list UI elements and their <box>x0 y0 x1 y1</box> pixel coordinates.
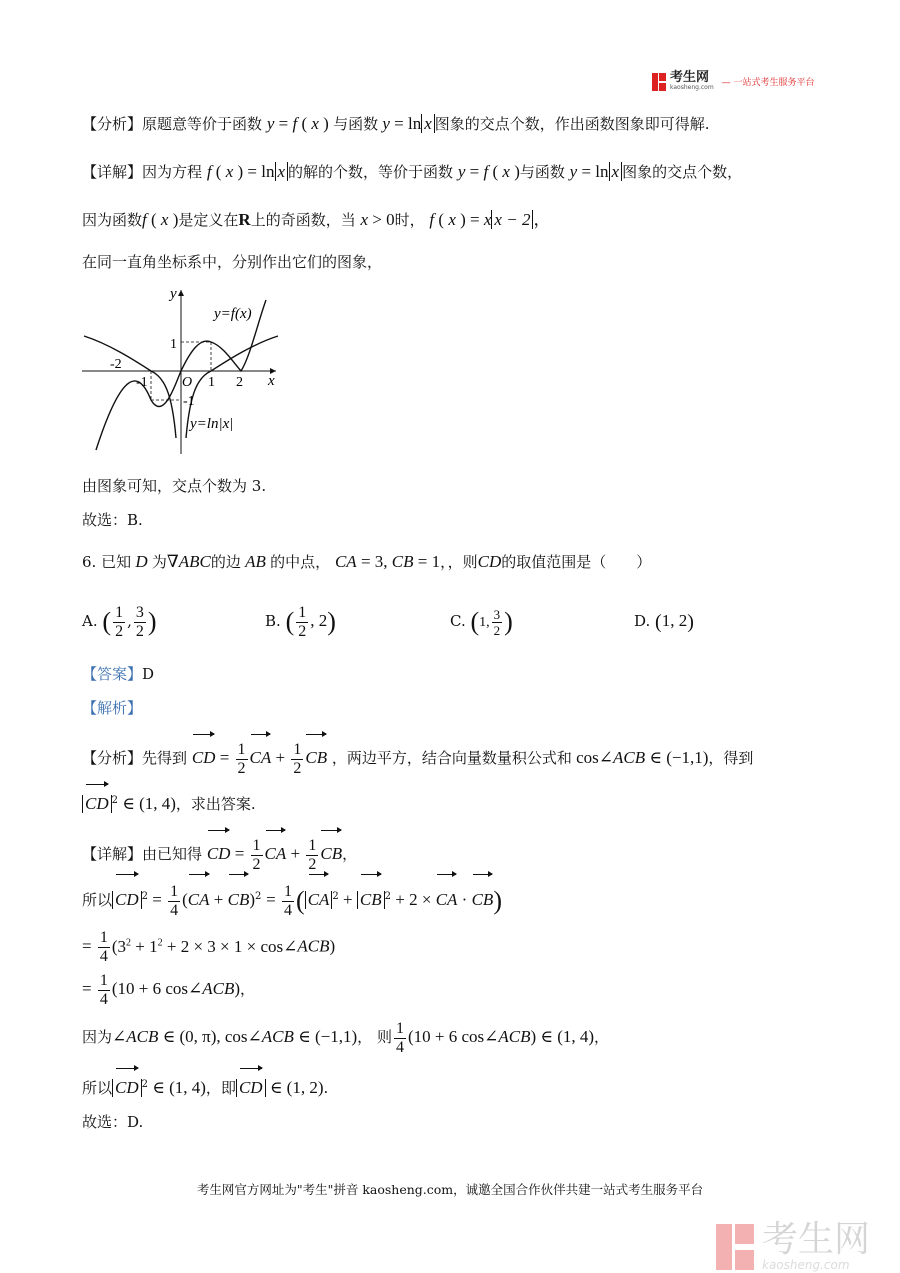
function-graph <box>78 282 288 460</box>
q6-detail-line-6: 所以 CD $^2$ ∈ (1, 4)，即 CD ∈ (1, 2). <box>82 1064 328 1100</box>
tick-p1: 1 <box>208 375 215 390</box>
watermark-logo-icon <box>716 1224 754 1270</box>
label-ln: y=ln|x| <box>190 416 234 432</box>
q6-option-d[interactable]: D. (1, 2) <box>634 611 694 633</box>
watermark-text: 考生网 <box>762 1219 871 1260</box>
origin-label: O <box>182 375 193 390</box>
y-axis-label: y <box>170 286 177 302</box>
q6-jiexi-tag: 【解析】 <box>82 699 143 717</box>
header-logo <box>652 72 815 91</box>
q6-answer: 【答案】D <box>82 665 155 683</box>
q5-detail-line-1: 【详解】因为方程 f ( x ) = ln x 的解的个数，等价于函数 y = f ( x )与函数 y = ln x 图象的交点个数， <box>82 162 743 181</box>
q6-option-b[interactable]: B. ( $\frac{1}{2}$ , 2) <box>265 603 336 640</box>
tick-y1: 1 <box>170 337 177 352</box>
q5-conclusion: 由图象可知，交点个数为 3. <box>82 477 267 495</box>
q6-detail-line-3: = $\frac{1}{4}$ ($3^2 + 1^2 + 2 \times 3 \times 1$ × cos∠ACB) <box>82 929 336 966</box>
q5-detail-line-3: 在同一直角坐标系中，分别作出它们的图象， <box>82 253 383 271</box>
brand-domain: kaosheng.com <box>670 84 714 91</box>
q6-choice: 故选：D. <box>82 1113 144 1131</box>
tick-m1: -1 <box>136 375 148 390</box>
label-f: y=f(x) <box>214 306 252 322</box>
brand-slogan: — 一站式考生服务平台 <box>721 78 815 88</box>
footer-text: 考生网官方网址为"考生"拼音 kaosheng.com，诚邀全国合作伙伴共建一站式考生服务平台 <box>196 1182 704 1197</box>
q6-analysis-line-1: 【分析】先得到 CD = $\frac{1}{2}$ CA + $\frac{1}{2}$ CB ，两边平方，结合向量数量积公式和 cos∠ACB ∈ (−1,1)，得到 <box>82 730 753 774</box>
curve-ln-left <box>84 336 176 438</box>
q6-option-c[interactable]: C. (1, $\frac{3}{2}$ ) <box>450 606 513 638</box>
watermark <box>716 1219 871 1272</box>
q6-detail-line-2: 所以 CD $^2$ = $\frac{1}{4}$ (CA + CB)$^2$ = $\frac{1}{4}$ ( CA $^2$ + CB $^2$ + 2 × CA · CB) <box>82 870 502 918</box>
q6-detail-line-5: 因为∠ACB ∈ (0, π), cos∠ACB ∈ (−1,1)， 则 $\frac{1}{4}$ (10 + 6 cos∠ACB) ∈ (1, 4)， <box>82 1019 610 1056</box>
q6-option-a[interactable]: A. ( $\frac{1}{2}$ , $\frac{3}{2}$ ) <box>82 603 157 640</box>
watermark-sub: kaosheng.com <box>762 1258 850 1272</box>
tick-p2: 2 <box>236 375 243 390</box>
q6-analysis-line-2: CD $^2$ ∈ (1, 4)，求出答案. <box>82 780 256 816</box>
q5-choice: 故选：B. <box>82 511 143 529</box>
brand-logo-icon <box>652 73 666 91</box>
q6-question: 6. 已知 D 为∇ABC的边 AB 的中点， CA = 3, CB = 1，，则CD的取值范围是（ ） <box>82 552 652 571</box>
q5-analysis: 【分析】原题意等价于函数 y = f ( x ) 与函数 y = ln x 图象的交点个数，作出函数图象即可得解. <box>82 114 710 133</box>
q6-detail-line-1: 【详解】由已知得 CD = $\frac{1}{2}$ CA + $\frac{1}{2}$ CB， <box>82 826 357 870</box>
x-axis-label: x <box>268 373 275 389</box>
tick-m2: -2 <box>110 357 122 372</box>
q6-detail-line-4: = $\frac{1}{4}$ (10 + 6 cos∠ACB)， <box>82 971 256 1008</box>
tick-ym1: -1 <box>183 394 195 409</box>
q5-detail-line-2: 因为函数f ( x )是定义在R上的奇函数，当 x > 0时， f ( x ) = x x − 2 ， <box>82 210 551 229</box>
brand-name: 考生网 <box>670 70 710 85</box>
